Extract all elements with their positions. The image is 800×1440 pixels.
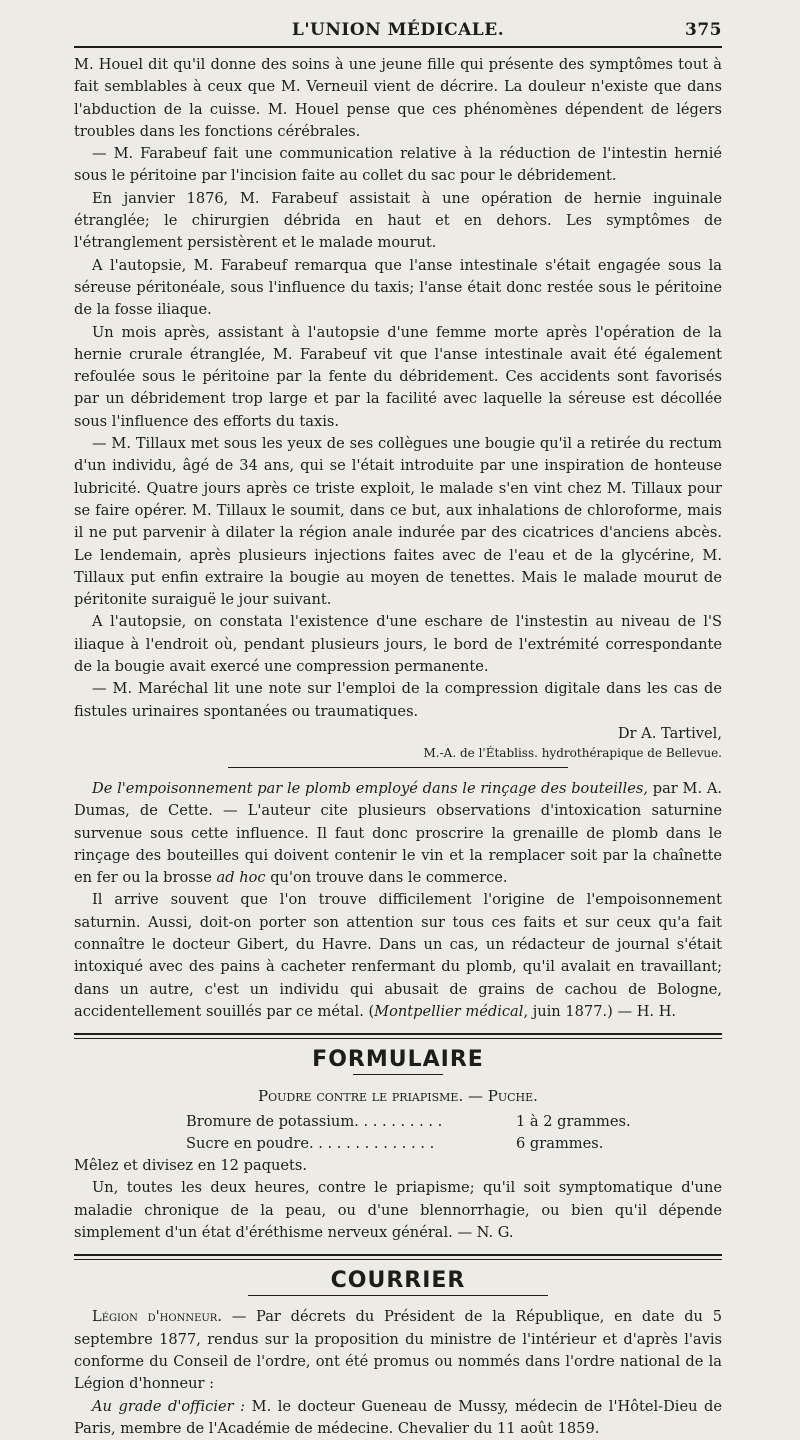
signature: Dr A. Tartivel, (617, 724, 722, 742)
signature-affiliation: M.-A. de l'Établiss. hydrothérapique de Bellevue. (423, 745, 722, 760)
running-head (74, 14, 722, 44)
recipe-title: Poudre contre le priapisme. — Puche. (258, 1087, 538, 1106)
section-divider (228, 767, 568, 768)
formulaire-heading: FORMULAIRE (312, 1047, 484, 1073)
paragraph-tillaux: — M. Tillaux met sous les yeux de ses collègues une bougie qu'il a retirée du rectum d'un individu, âgé de 34 ans, qui se l'était introduite par une inspiration de honteuse lubricité. Quatre jours après ce triste exploit, le malade s'en vint chez M. Tillaux pour se faire opérer. M. Tillaux le soumit, dans ce but, aux inhalations de chloroforme, mais il ne put parvenir à dilater la région anale indurée par des cicatrices d'anciens abcès. Le lendemain, après plusieurs injections faites avec de l'eau et de la glycérine, M. Tillaux put enfin extraire la bougie au moyen de tenettes. Mais le malade mourut de péritonite suraiguë le jour suivant. (74, 435, 722, 609)
ingredient-row (74, 1133, 722, 1155)
courrier-heading: COURRIER (330, 1268, 466, 1294)
paragraph-lead-origin (74, 889, 722, 1023)
double-rule (74, 1033, 722, 1039)
ingredient-quantity: 1 à 2 grammes. (516, 1113, 631, 1131)
paragraph-farabeuf-intro: — M. Farabeuf fait une communication relative à la réduction de l'intestin hernié sous le péritoine par l'incision faite au collet du sac pour le débridement. (74, 145, 722, 185)
paragraph-tillaux-autopsy: A l'autopsie, on constata l'existence d'une eschare de l'instestin au niveau de l'S iliaque à l'endroit où, pendant plusieurs jours, le bord de l'extrémité correspondante de la bougie avait exercé une compression permanente. (74, 613, 722, 676)
heading-underline (248, 1295, 548, 1296)
formulaire-section (74, 1047, 722, 1244)
page-number: 375 (685, 20, 722, 40)
recipe-usage: Un, toutes les deux heures, contre le priapisme; qu'il soit symptomatique d'une maladie chronique de la peau, ou d'une blennorrhagie, ou bien qu'il dépende simplement d'un état d'éréthisme nerveux général. — N. G. (74, 1179, 722, 1242)
article-text-end: qu'on trouve dans le commerce. (265, 869, 508, 887)
ingredient-name: Sucre en poudre. . . . . . . . . . . . . . (186, 1135, 435, 1153)
paragraph-grade (74, 1396, 722, 1440)
paragraph-farabeuf-case2: Un mois après, assistant à l'autopsie d'une femme morte après l'opération de la hernie crurale étranglée, M. Farabeuf vit que l'anse intestinale avait été également refoulée sous le péritoine par la fente du débridement. Ces accidents sont favorisés par un débridement trop large et par la facilité avec laquelle la séreuse est décollée sous l'influence des efforts du taxis. (74, 323, 722, 430)
ingredient-quantity: 6 grammes. (516, 1135, 604, 1153)
society-report (74, 54, 722, 761)
article-text: — L'auteur cite plusieurs observations d'intoxication saturnine survenue sous cette influence. Il faut donc proscrire la grenaille de plomb dans le rinçage des bouteilles qui doivent contenir le vin et la remplacer soit par la chaînette en fer ou la brosse (74, 802, 722, 887)
double-rule (74, 1254, 722, 1260)
article-text-2: Il arrive souvent que l'on trouve difficilement l'origine de l'empoisonnement saturnin. Aussi, doit-on porter son attention sur tous ces faits et sur ceux qu'a fait connaître le docteur Gibert, du Havre. Dans un cas, un rédacteur de journal s'était intoxiqué avec des pains à cacheter renfermant du plomb, qu'il avalait en travaillant; dans un autre, c'est un individu qui abusait de grains de cachou de Bologne, accidentellement souillés par ce métal. ( (74, 891, 722, 1020)
paragraph-houel: M. Houel dit qu'il donne des soins à une jeune fille qui présente des symptômes tout à fait semblables à ceux que M. Verneuil vient de décrire. La douleur n'existe que dans l'abduction de la cuisse. M. Houel pense que ces phénomènes dépendent de légers troubles dans les fonctions cérébrales. (74, 56, 722, 140)
grade-text: M. le docteur Gueneau de Mussy, médecin de l'Hôtel-Dieu de Paris, membre de l'Académie de médecine. Chevalier du 11 août 1859. (74, 1397, 723, 1437)
heading-underline (353, 1074, 443, 1075)
journal-title: L'UNION MÉDICALE. (291, 20, 505, 40)
article-title: De l'empoisonnement par le plomb employé dans le rinçage des bouteilles, (92, 779, 648, 797)
paragraph-farabeuf-autopsy1: A l'autopsie, M. Farabeuf remarqua que l'anse intestinale s'était engagée sous la séreuse péritonéale, sous l'influence du taxis; l'anse était donc restée sous le péritoine de la fosse iliaque. (74, 256, 722, 319)
article-author: par M. A. Dumas, de Cette. (74, 779, 723, 820)
paragraph-farabeuf-case1: En janvier 1876, M. Farabeuf assistait à une opération de hernie inguinale étranglée; le chirurgien débrida en haut et en dehors. Les symptômes de l'étranglement persistèrent et le malade mourut. (74, 189, 722, 252)
source-end: , juin 1877.) — H. H. (523, 1002, 677, 1020)
legion-label: Légion d'honneur. (92, 1308, 222, 1326)
courrier-section (74, 1268, 722, 1440)
lead-article (74, 778, 722, 1023)
ingredient-row (74, 1111, 722, 1133)
recipe-instructions: Mêlez et divisez en 12 paquets. (74, 1157, 308, 1175)
header-rule (74, 46, 722, 48)
paragraph-lead-poisoning (74, 778, 722, 889)
ad-hoc-term: ad hoc (216, 869, 266, 887)
legion-text: — Par décrets du Président de la République, en date du 5 septembre 1877, rendus sur la proposition du ministre de l'intérieur et d'après l'avis conforme du Conseil de l'ordre, ont été promus ou nommés dans l'ordre national de la Légion d'honneur : (74, 1308, 722, 1393)
paragraph-legion (74, 1306, 722, 1395)
ingredient-name: Bromure de potassium. . . . . . . . . . (186, 1113, 443, 1131)
grade-label: Au grade d'officier : (92, 1397, 246, 1415)
paragraph-marechal: — M. Maréchal lit une note sur l'emploi de la compression digitale dans les cas de fistules urinaires spontanées ou traumatiques. (74, 680, 722, 720)
source-journal: Montpellier médical (374, 1002, 524, 1020)
